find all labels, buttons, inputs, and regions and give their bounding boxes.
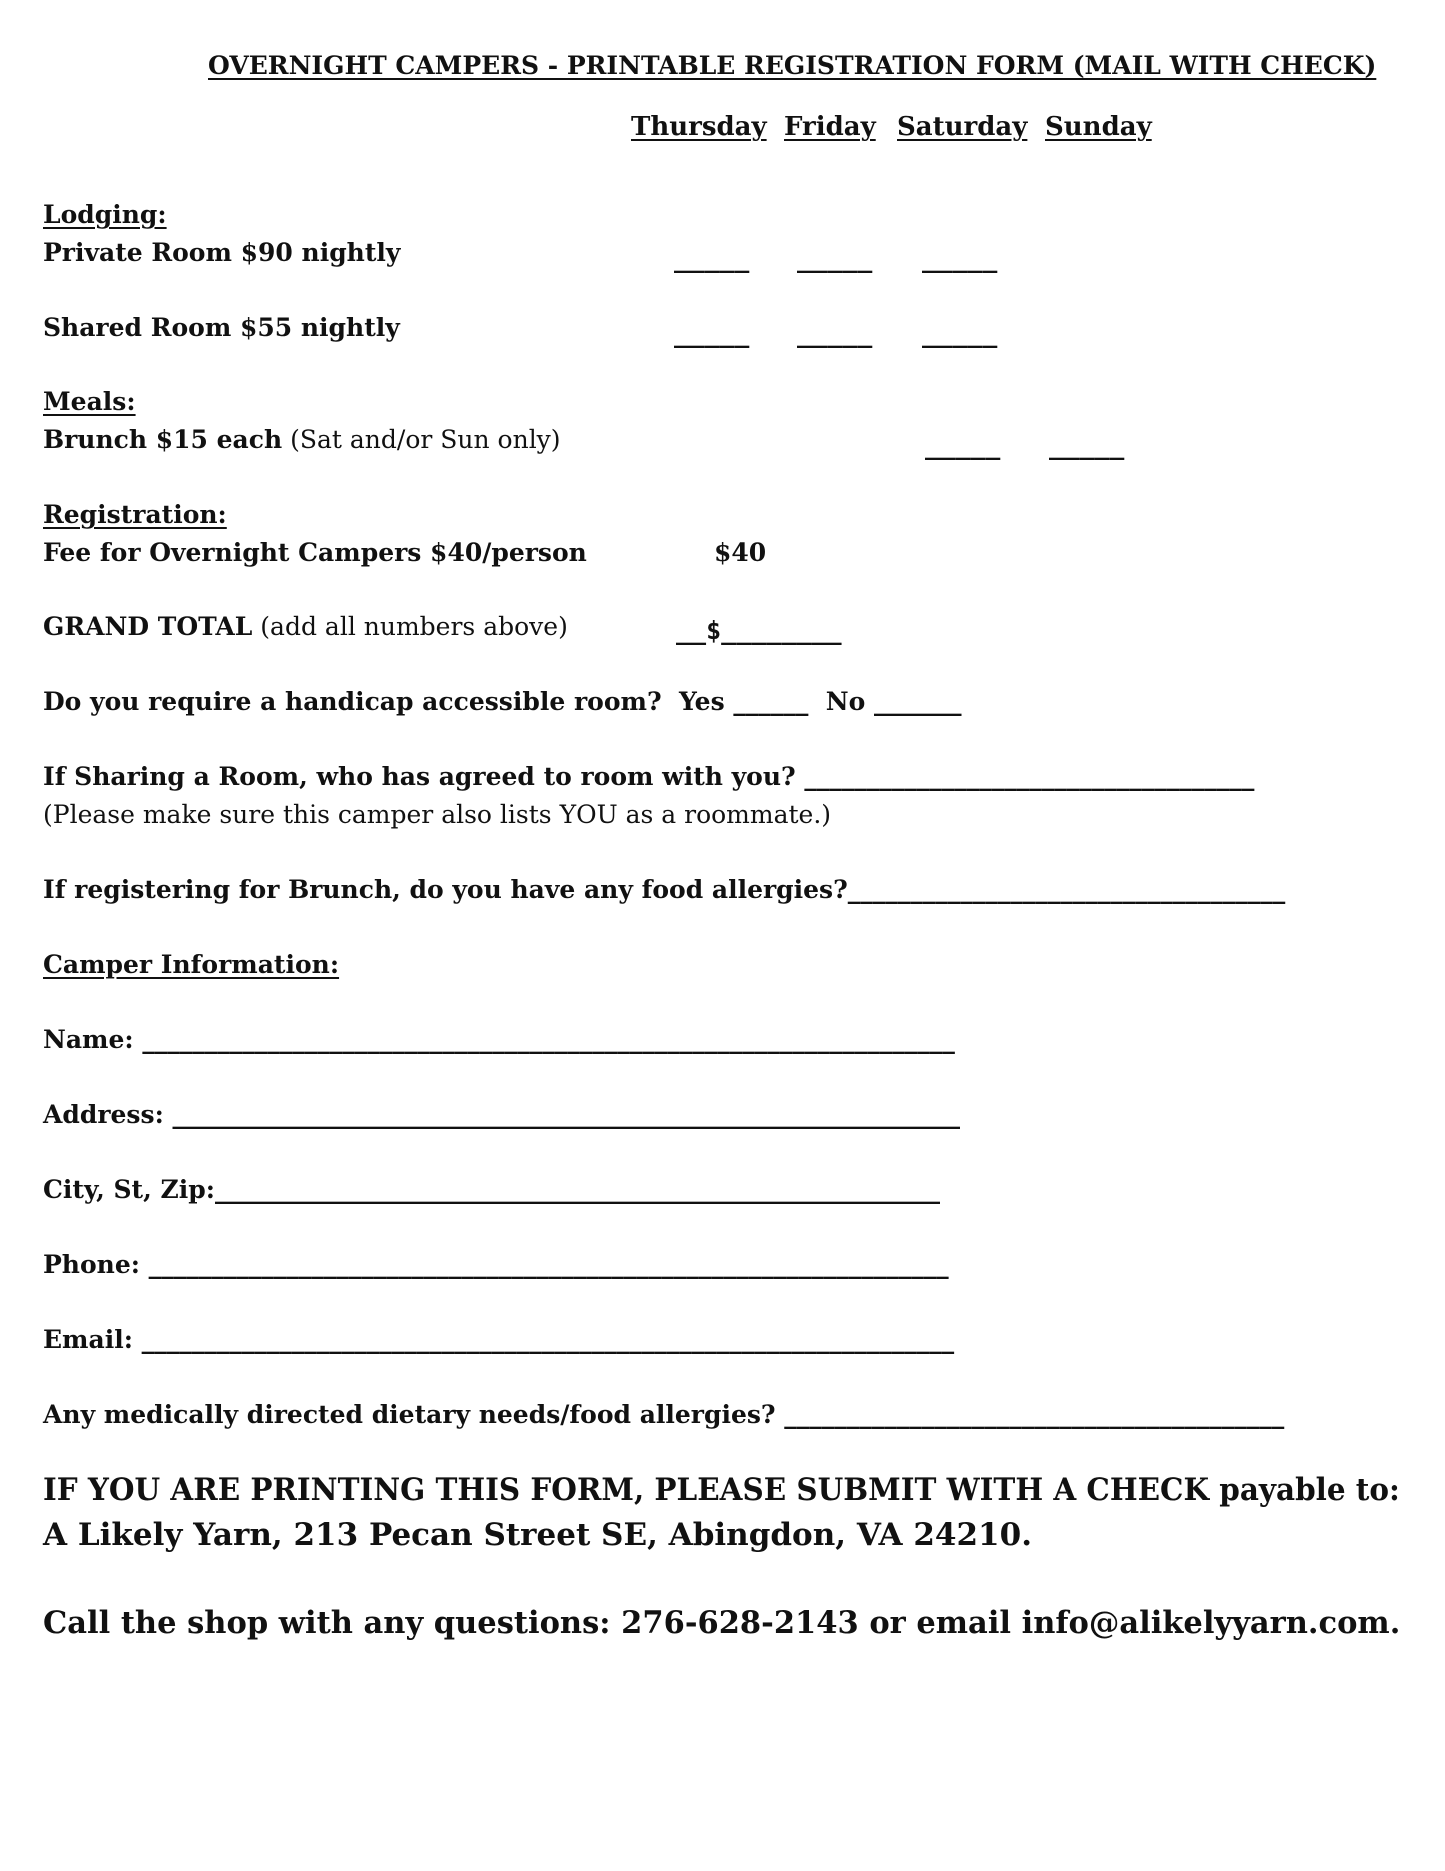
private-room-thursday-blank[interactable]: _____ — [674, 244, 750, 273]
meals-heading: Meals: — [43, 387, 136, 416]
day-header-friday: Friday — [784, 112, 876, 142]
name-field[interactable]: Name: _________________________________________________________________ — [43, 1025, 955, 1054]
lodging-heading: Lodging: — [43, 200, 167, 229]
phone-field[interactable]: Phone: ________________________________________________________________ — [43, 1250, 949, 1279]
private-room-saturday-blank[interactable]: _____ — [922, 244, 998, 273]
footer-contact: Call the shop with any questions: 276-628-2143 or email info@alikelyyarn.com. — [43, 1605, 1401, 1641]
roommate-note: (Please make sure this camper also lists YOU as a roommate.) — [43, 800, 832, 829]
form-title: OVERNIGHT CAMPERS - PRINTABLE REGISTRATION FORM (MAIL WITH CHECK) — [208, 51, 1377, 80]
day-header-sunday: Sunday — [1045, 112, 1152, 142]
grand-total-blank[interactable]: __$________ — [676, 616, 842, 645]
day-header-saturday: Saturday — [897, 112, 1028, 142]
registration-fee-label: Fee for Overnight Campers $40/person — [43, 538, 587, 567]
city-state-zip-field[interactable]: City, St, Zip:__________________________________________________________ — [43, 1175, 940, 1204]
private-room-label: Private Room $90 nightly — [43, 238, 401, 267]
camper-information-heading: Camper Information: — [43, 950, 340, 979]
handicap-question[interactable]: Do you require a handicap accessible room? Yes ______ No _______ — [43, 687, 962, 716]
grand-total-note: (add all numbers above) — [252, 612, 568, 641]
brunch-label: Brunch $15 each — [43, 425, 283, 454]
roommate-question[interactable]: If Sharing a Room, who has agreed to room with you? ____________________________________ — [43, 762, 1255, 791]
shared-room-saturday-blank[interactable]: _____ — [922, 319, 998, 348]
brunch-saturday-blank[interactable]: _____ — [925, 431, 1001, 460]
shared-room-label: Shared Room $55 nightly — [43, 313, 400, 342]
brunch-note: (Sat and/or Sun only) — [282, 425, 561, 454]
footer-address: A Likely Yarn, 213 Pecan Street SE, Abingdon, VA 24210. — [43, 1517, 1032, 1553]
private-room-friday-blank[interactable]: _____ — [797, 244, 873, 273]
shared-room-thursday-blank[interactable]: _____ — [674, 319, 750, 348]
address-field[interactable]: Address: _______________________________________________________________ — [43, 1100, 961, 1129]
registration-heading: Registration: — [43, 500, 227, 529]
grand-total-label: GRAND TOTAL — [43, 612, 253, 641]
brunch-row — [43, 427, 561, 452]
brunch-allergies-question[interactable]: If registering for Brunch, do you have any food allergies?___________________________________ — [43, 875, 1286, 904]
dietary-needs-field[interactable]: Any medically directed dietary needs/food allergies? ________________________________________ — [43, 1400, 1285, 1429]
day-header-thursday: Thursday — [631, 112, 767, 142]
brunch-sunday-blank[interactable]: _____ — [1049, 431, 1125, 460]
shared-room-friday-blank[interactable]: _____ — [797, 319, 873, 348]
grand-total-row — [43, 614, 568, 639]
footer-instructions: IF YOU ARE PRINTING THIS FORM, PLEASE SUBMIT WITH A CHECK payable to: — [43, 1472, 1400, 1508]
registration-fee-value: $40 — [714, 538, 767, 567]
email-field[interactable]: Email: _________________________________________________________________ — [43, 1325, 955, 1354]
